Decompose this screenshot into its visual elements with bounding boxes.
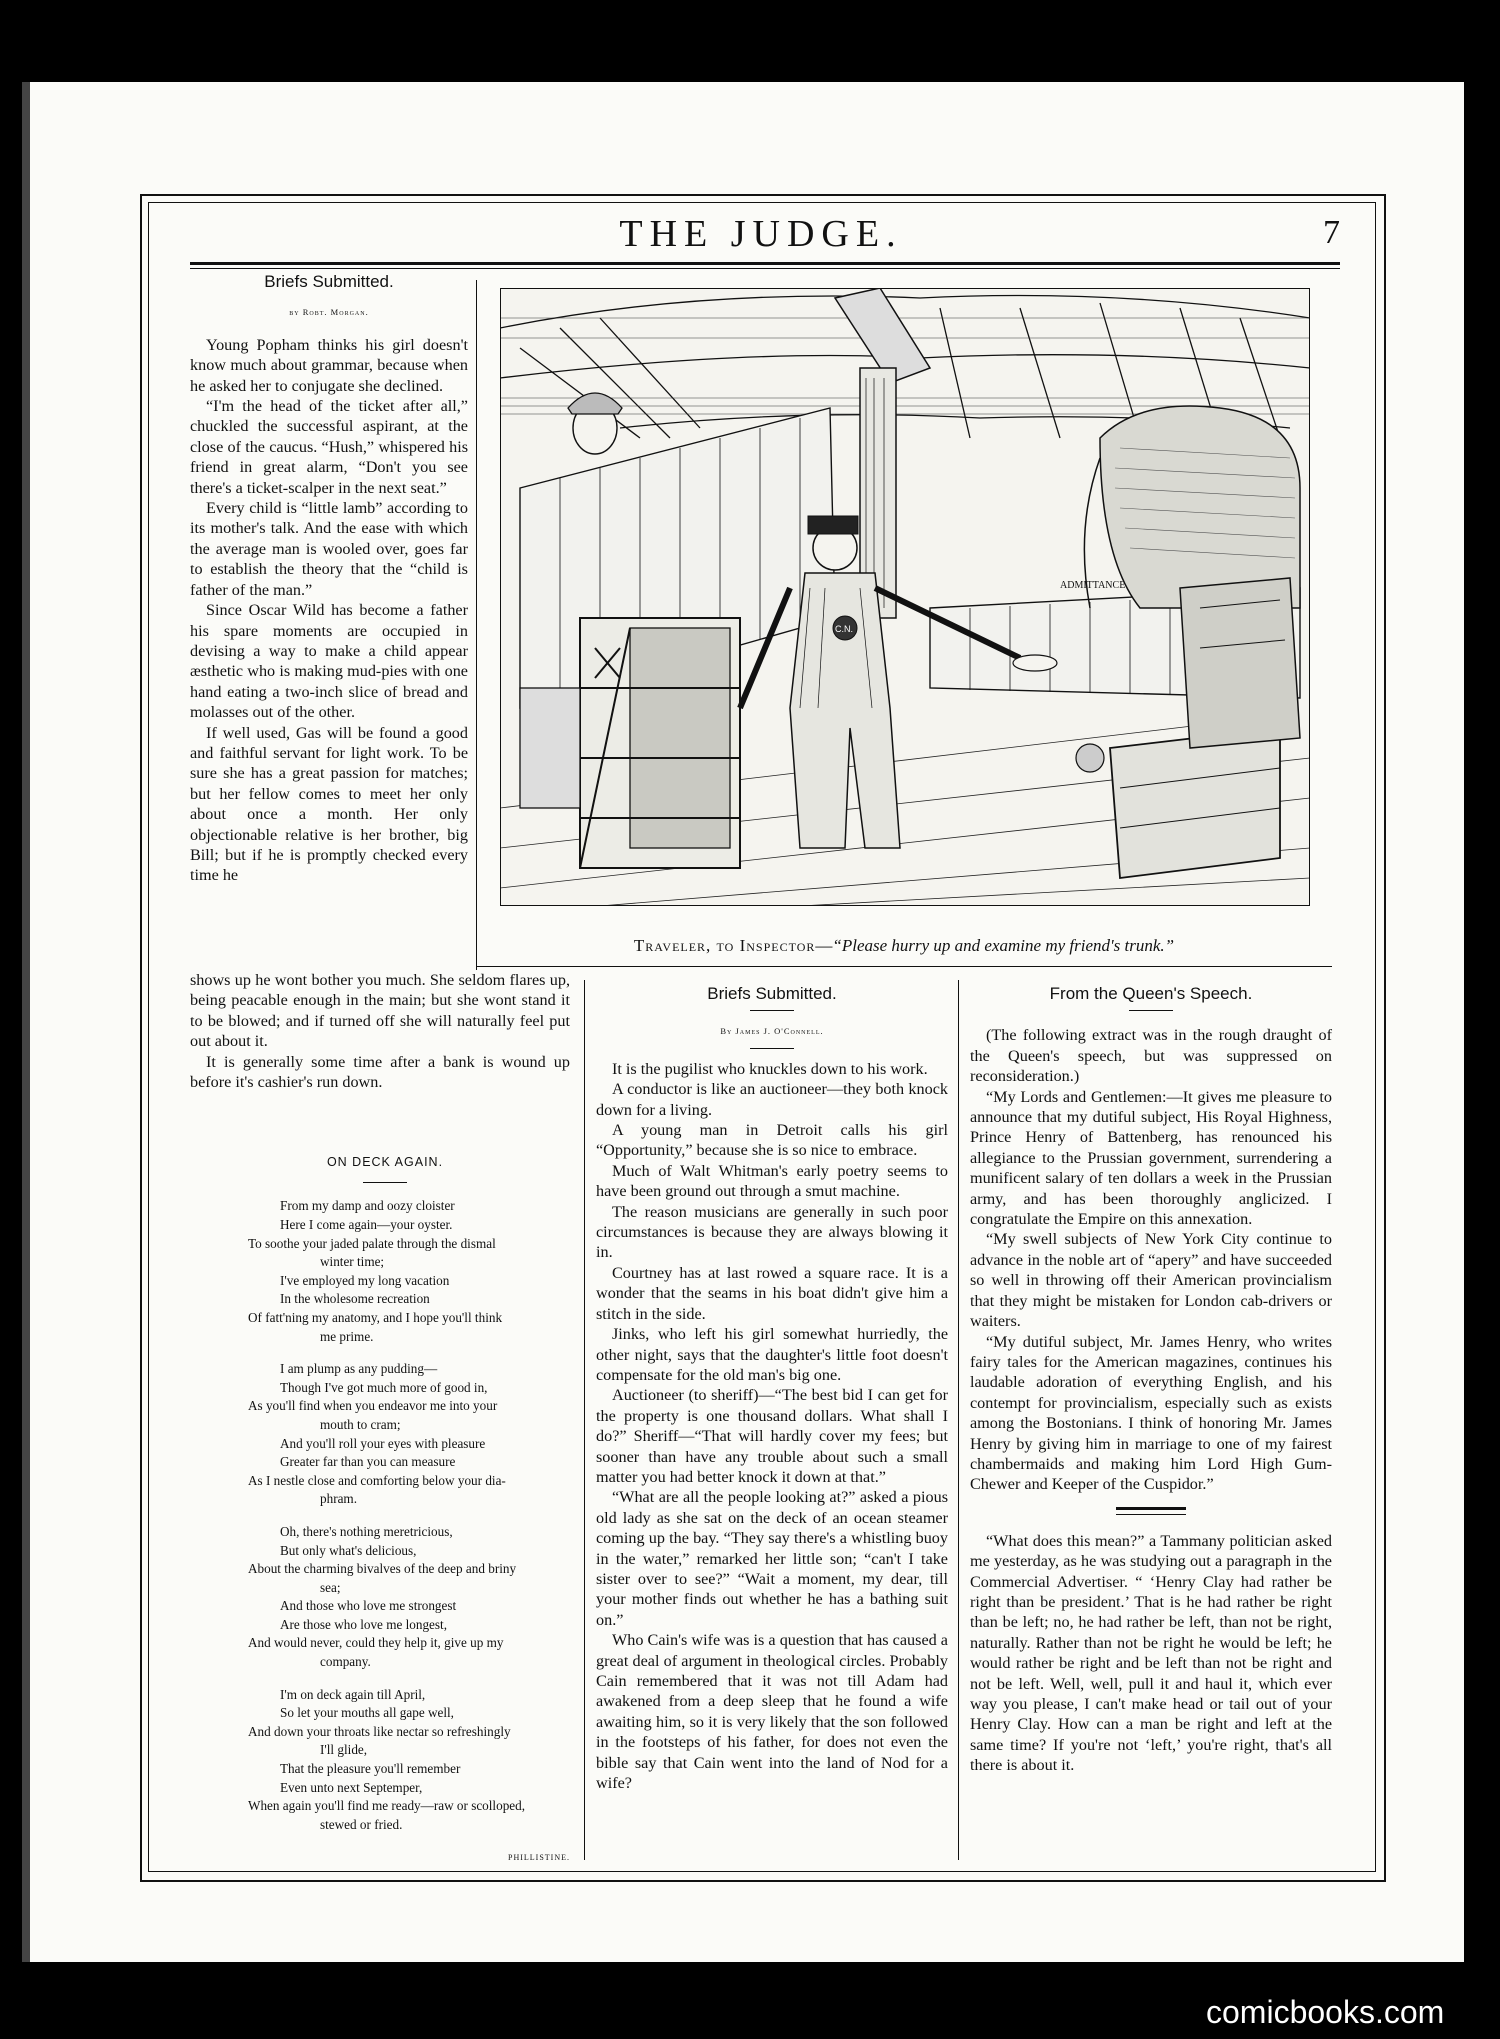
- masthead-title: THE JUDGE.: [619, 213, 903, 255]
- poem-line: I've employed my long vacation: [280, 1272, 450, 1288]
- article-byline: By James J. O'Connell.: [720, 1026, 824, 1037]
- poem-signature: PHILLISTINE.: [508, 1853, 570, 1863]
- poem-line: And you'll roll your eyes with pleasure: [280, 1435, 486, 1451]
- article-body-tammany: [970, 1531, 1332, 1776]
- poem-line: About the charming bivalves of the deep and briny: [248, 1561, 517, 1577]
- poem-line: Even unto next Septemper,: [280, 1779, 423, 1795]
- poem-line: Greater far than you can measure: [280, 1454, 456, 1470]
- poem-line: So let your mouths all gape well,: [280, 1705, 454, 1721]
- column-queens-speech: [970, 984, 1332, 1776]
- poem-line: But only what's delicious,: [280, 1542, 417, 1558]
- paragraph: Auctioneer (to sheriff)—“The best bid I can get for the property is one thousand dollars. What shall I do?” Sheriff—“That will hardly cover my fees; but sooner than have any trouble about such a small matter you had better knock it down at that.”: [596, 1386, 948, 1486]
- poem-line: To soothe your jaded palate through the dismal: [248, 1235, 496, 1251]
- article-title: From the Queen's Speech.: [1049, 984, 1253, 1003]
- poem-line: Though I've got much more of good in,: [280, 1379, 488, 1395]
- poem-line: I'm on deck again till April,: [280, 1686, 426, 1702]
- paragraph: Every child is “little lamb” according to its mother's talk. And the ease with which the average man is wooled over, goes far to establish the theory that the “child is father of the man.”: [190, 499, 468, 599]
- paragraph: If well used, Gas will be found a good and faithful servant for light work. To be sure she has a great passion for matches; but her fellow comes to meet her only about once a month. Her only objectionable relative is her brother, big Bill; but if he is promptly checked every time he: [190, 723, 468, 885]
- header-rule: [190, 262, 1340, 265]
- paragraph: It is the pugilist who knuckles down to his work.: [612, 1059, 928, 1078]
- poem-stanza: [200, 1197, 570, 1346]
- paragraph: The reason musicians are generally in such poor circumstances is because they are always blowing it in.: [596, 1202, 948, 1262]
- poem-line: Are those who love me longest,: [280, 1616, 448, 1632]
- title-rule: [1129, 1010, 1173, 1011]
- column-briefs-oconnell: [596, 984, 948, 1793]
- paragraph: Courtney has at last rowed a square race. It is a wonder that the seams in his boat didn't give him a stitch in the side.: [596, 1263, 948, 1323]
- poem-line: And would never, could they help it, give up my: [248, 1635, 504, 1651]
- poem-line: mouth to cram;: [320, 1416, 401, 1432]
- paragraph: Much of Walt Whitman's early poetry seems to have been ground out through a smut machine.: [596, 1161, 948, 1201]
- paragraph: “What does this mean?” a Tammany politician asked me yesterday, as he was studying out a paragraph in the Commercial Advertiser. “ ‘Henry Clay had rather be right than be president.’ That is he had rather be right than be left; no, he had rather be left, than not be right, naturally. Rather than not be right he would be left; he would rather be right and be left than not be right and not be left. Well, well, pull it and haul it, which ever way you please, I can't make head or tail out of your Henry Clay. How can a man be right and left at the same time? If you're not ‘left,’ you're right, that's all there is about it.: [970, 1531, 1332, 1775]
- article-body: [970, 1025, 1332, 1494]
- poem-line: As I nestle close and comforting below your dia-: [248, 1472, 506, 1488]
- poem-line: As you'll find when you endeavor me into your: [248, 1398, 498, 1414]
- caption-speaker: Traveler, to Inspector: [633, 936, 816, 955]
- article-title: Briefs Submitted.: [264, 272, 394, 291]
- poem-line: And down your throats like nectar so refreshingly: [248, 1723, 511, 1739]
- poem-line: company.: [320, 1654, 371, 1670]
- paragraph: “I'm the head of the ticket after all,” chuckled the successful aspirant, at the close of the caucus. “Hush,” whispered his friend in great alarm, “Don't you see there's a ticket-scalper in the next seat.”: [190, 397, 468, 497]
- paragraph: “My swell subjects of New York City continue to advance in the noble art of “apery” and have succeeded so well in throwing off their American provincialism that they might be mistaken for London cab-drivers or waiters.: [970, 1230, 1332, 1331]
- poem-line: I am plump as any pudding—: [280, 1361, 438, 1377]
- admittance-sign: ADMITTANCE: [1060, 580, 1126, 591]
- paragraph: shows up he wont bother you much. She seldom flares up, being peacable enough in the main; but she wont stand it to be blowed; and if turned off she will naturally feel put out about it.: [190, 971, 570, 1051]
- poem-line: When again you'll find me ready—raw or scolloped,: [248, 1798, 526, 1814]
- header-rule-thin: [190, 268, 1340, 269]
- section-double-rule: [1116, 1507, 1186, 1515]
- title-rule: [750, 1010, 794, 1011]
- watermark: comicbooks.com: [1206, 1994, 1445, 2030]
- article-title: Briefs Submitted.: [707, 984, 837, 1003]
- poem-line: sea;: [320, 1579, 341, 1595]
- illustration-bottom-rule: [476, 966, 1332, 967]
- badge-text: C.N.: [835, 624, 853, 634]
- column-briefs-morgan: [190, 272, 468, 886]
- page-number: 7: [1323, 214, 1340, 251]
- article-body: [190, 335, 468, 886]
- column-divider: [584, 980, 585, 1860]
- poem-on-deck-again: [200, 1152, 570, 1869]
- article-body: [596, 1059, 948, 1794]
- poem-line: Oh, there's nothing meretricious,: [280, 1523, 453, 1539]
- cartoon-illustration: [500, 288, 1310, 906]
- poem-stanza: [200, 1686, 570, 1835]
- poem-stanza: [200, 1523, 570, 1672]
- poem-line: In the wholesome recreation: [280, 1291, 430, 1307]
- poem-line: winter time;: [320, 1254, 385, 1270]
- paragraph: Jinks, who left his girl somewhat hurriedly, the other night, says that the daughter's little foot doesn't compensate for the old man's big one.: [596, 1325, 948, 1384]
- poem-line: And those who love me strongest: [280, 1598, 457, 1614]
- poem-title-rule: [363, 1182, 407, 1183]
- paragraph: (The following extract was in the rough draught of the Queen's speech, but was suppressed on reconsideration.): [970, 1026, 1332, 1086]
- poem-line: From my damp and oozy cloister: [280, 1198, 455, 1214]
- paragraph: Young Popham thinks his girl doesn't know much about grammar, because when he asked her to conjugate she declined.: [190, 335, 468, 395]
- byline-rule: [750, 1048, 794, 1049]
- column-briefs-morgan-continued: [190, 970, 570, 1092]
- poem-line: That the pleasure you'll remember: [280, 1761, 461, 1777]
- column-divider: [476, 280, 477, 970]
- caption-quote: “Please hurry up and examine my friend's trunk.”: [832, 936, 1175, 955]
- paragraph: A young man in Detroit calls his girl “Opportunity,” because she is so nice to embrace.: [596, 1121, 948, 1160]
- binding-edge: [22, 82, 30, 1962]
- paragraph: Since Oscar Wild has become a father his spare moments are occupied in devising a way to make a child appear æsthetic who is making mud-pies with one hand eating a two-inch slice of bread and molasses out of the other.: [190, 601, 468, 722]
- poem-line: Of fatt'ning my anatomy, and I hope you'll think: [248, 1309, 503, 1325]
- paragraph: “My Lords and Gentlemen:—It gives me pleasure to announce that my dutiful subject, His Royal Highness, Prince Henry of Battenberg, has renounced his allegiance to the Prussian government, surrendering a munificent salary of ten dollars a week in the Prussian army, and has been thoroughly anglicized. I congratulate the Empire on this annexation.: [970, 1087, 1332, 1229]
- poem-line: phram.: [320, 1491, 357, 1507]
- article-byline: by Robt. Morgan.: [289, 307, 369, 318]
- column-divider: [958, 980, 959, 1860]
- paragraph: It is generally some time after a bank is wound up before it's cashier's run down.: [190, 1052, 570, 1092]
- paragraph: “What are all the people looking at?” asked a pious old lady as she sat on the deck of an ocean steamer coming up the bay. “They say there's a whistling buoy in the water,” remarked her little son; “can't I take sister over to see?” “Wait a moment, my dear, till your mother finds out whether he has a bathing suit on.”: [596, 1488, 948, 1629]
- poem-line: I'll glide,: [320, 1742, 368, 1758]
- paragraph: Who Cain's wife was is a question that has caused a great deal of argument in theological circles. Probably Cain remembered that it was not till Adam had awakened from a deep sleep that he found a wife awaiting him, so it is very likely that the son followed in the footsteps of his father, for does not even the bible say that Cain went into the land of Nod for a wife?: [596, 1631, 948, 1793]
- illustration-caption: Traveler, to Inspector—“Please hurry up and examine my friend's trunk.”: [633, 936, 1175, 955]
- poem-line: me prime.: [320, 1328, 374, 1344]
- paragraph: “My dutiful subject, Mr. James Henry, who writes fairy tales for the American magazines, continues his laudable adoration of everything English, and his contempt for provincialism, especially such as exists among the Bostonians. I think of honoring Mr. James Henry by giving him in marriage to one of my fairest chambermaids and making him Lord High Gum-Chewer and Keeper of the Cuspidor.”: [970, 1332, 1332, 1494]
- poem-line: stewed or fried.: [320, 1816, 403, 1832]
- poem-line: Here I come again—your oyster.: [280, 1217, 453, 1232]
- paragraph: A conductor is like an auctioneer—they both knock down for a living.: [596, 1080, 948, 1119]
- poem-body: [200, 1197, 570, 1834]
- poem-stanza: [200, 1360, 570, 1509]
- poem-title: ON DECK AGAIN.: [326, 1155, 444, 1169]
